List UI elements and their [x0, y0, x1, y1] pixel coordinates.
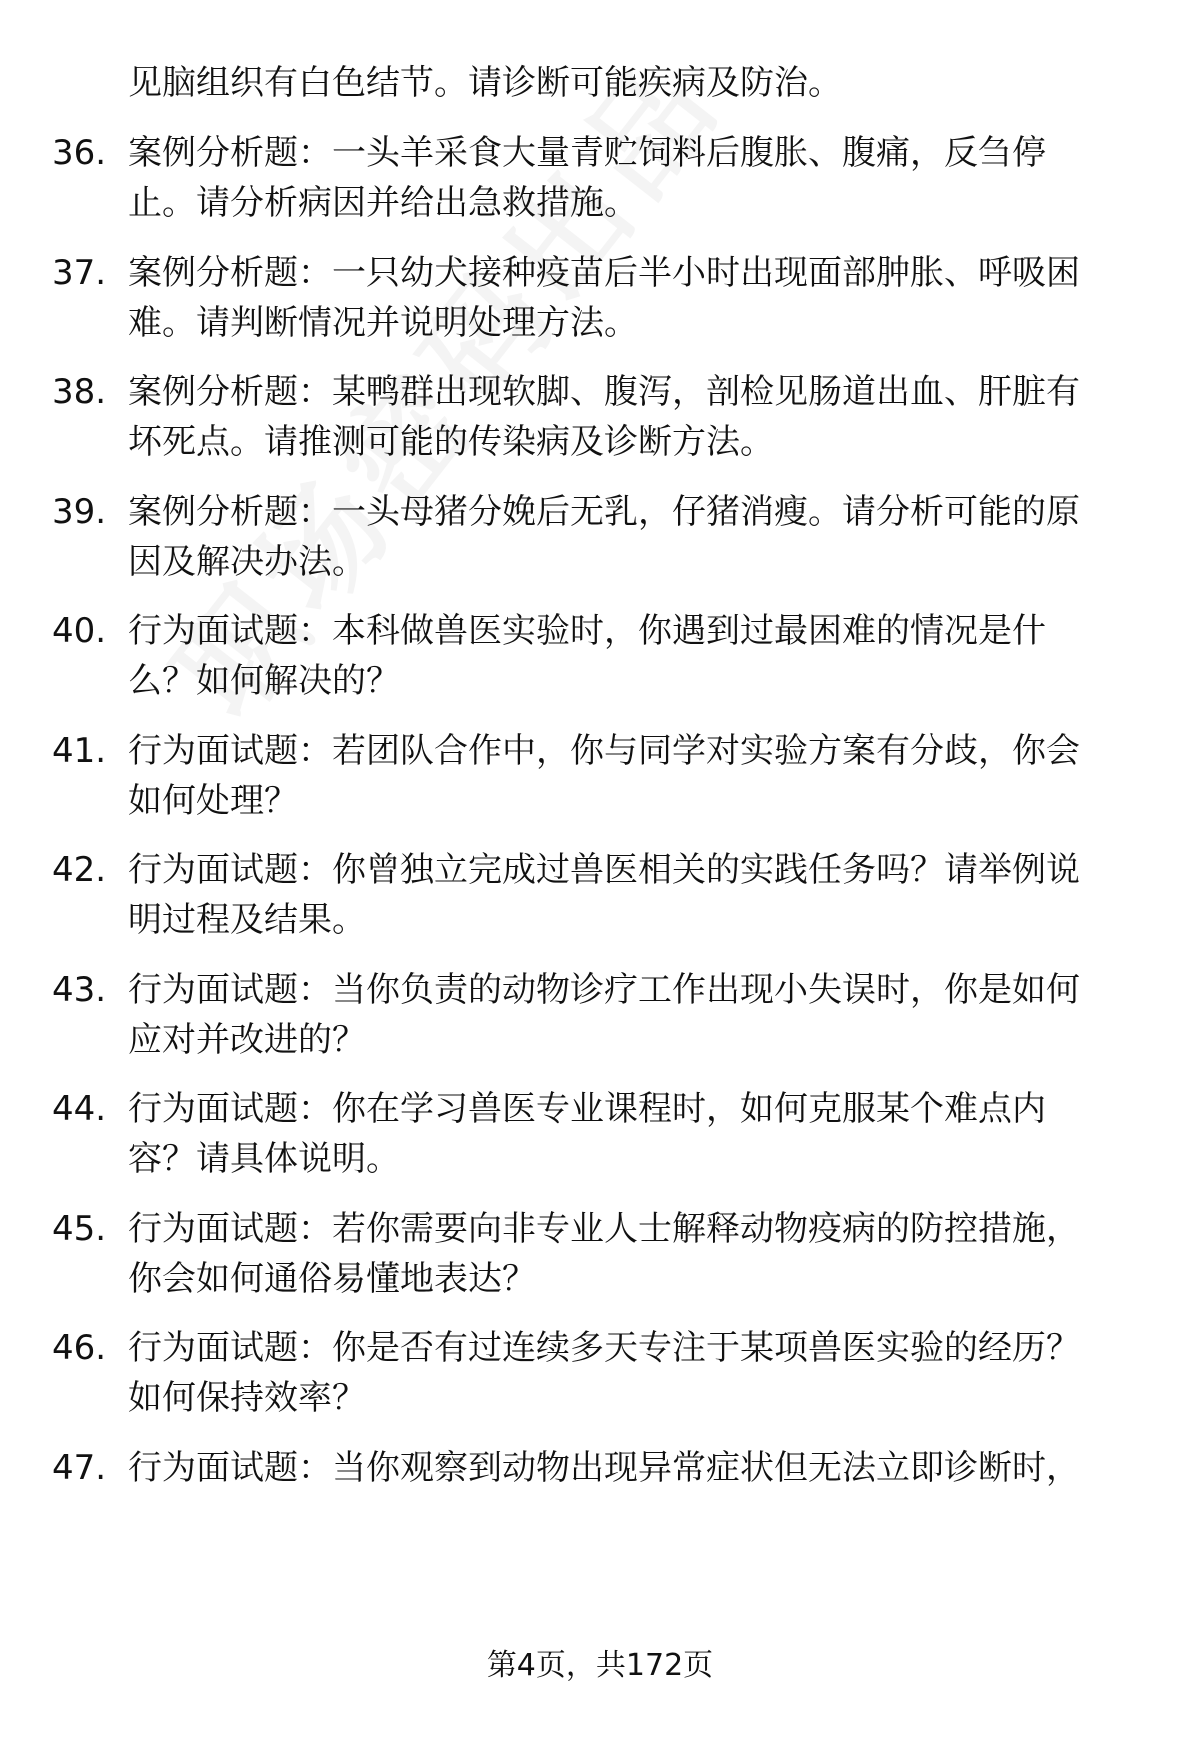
question-text-line: 行为面试题：本科做兽医实验时，你遇到过最困难的情况是什 [128, 611, 1046, 651]
question-number: 45. [52, 1209, 107, 1249]
question-text-line: 行为面试题：当你观察到动物出现异常症状但无法立即诊断时， [128, 1448, 1080, 1488]
question-text-line: 么？如何解决的？ [128, 661, 400, 701]
question-number: 44. [52, 1089, 107, 1129]
question-text-line: 坏死点。请推测可能的传染病及诊断方法。 [128, 422, 774, 462]
question-text-line: 行为面试题：当你负责的动物诊疗工作出现小失误时，你是如何 [128, 970, 1080, 1010]
question-number: 41. [52, 731, 107, 771]
question-text [128, 128, 1148, 228]
question-text [128, 1084, 1148, 1184]
question-text [128, 487, 1148, 587]
question-number: 37. [52, 253, 107, 293]
question-text [128, 965, 1148, 1065]
question-number: 46. [52, 1328, 107, 1368]
question-number: 38. [52, 372, 107, 412]
question-text [128, 845, 1148, 945]
question-continuation: 见脑组织有白色结节。请诊断可能疾病及防治。 [128, 63, 842, 103]
question-text-line: 案例分析题：一只幼犬接种疫苗后半小时出现面部肿胀、呼吸困 [128, 253, 1080, 293]
question-text-line: 如何保持效率？ [128, 1378, 366, 1418]
question-text-line: 明过程及结果。 [128, 900, 366, 940]
question-text [128, 248, 1148, 348]
question-text-line: 止。请分析病因并给出急救措施。 [128, 183, 638, 223]
page-footer: 第4页，共172页 [486, 1648, 714, 1683]
question-text-line: 你会如何通俗易懂地表达？ [128, 1259, 536, 1299]
question-text [128, 606, 1148, 706]
question-text-line: 行为面试题：你曾独立完成过兽医相关的实践任务吗？请举例说 [128, 850, 1080, 890]
question-text [128, 1204, 1148, 1304]
question-text-line: 案例分析题：一头羊采食大量青贮饲料后腹胀、腹痛，反刍停 [128, 133, 1046, 173]
question-text-line: 因及解决办法。 [128, 542, 366, 582]
question-text-line: 容？请具体说明。 [128, 1139, 400, 1179]
question-text-line: 应对并改进的？ [128, 1020, 366, 1060]
question-text-line: 如何处理？ [128, 781, 298, 821]
question-number: 39. [52, 492, 107, 532]
question-number: 36. [52, 133, 107, 173]
question-number: 43. [52, 970, 107, 1010]
question-text [128, 726, 1148, 826]
question-text-line: 案例分析题：一头母猪分娩后无乳，仔猪消瘦。请分析可能的原 [128, 492, 1080, 532]
question-text [128, 1323, 1148, 1423]
question-text [128, 367, 1148, 467]
question-text-line: 行为面试题：你在学习兽医专业课程时，如何克服某个难点内 [128, 1089, 1046, 1129]
question-text-line: 难。请判断情况并说明处理方法。 [128, 303, 638, 343]
question-text-line: 行为面试题：若你需要向非专业人士解释动物疫病的防控措施， [128, 1209, 1080, 1249]
question-number: 40. [52, 611, 107, 651]
question-text-line: 案例分析题：某鸭群出现软脚、腹泻，剖检见肠道出血、肝脏有 [128, 372, 1080, 412]
question-number: 42. [52, 850, 107, 890]
question-text-line: 行为面试题：若团队合作中，你与同学对实验方案有分歧，你会 [128, 731, 1080, 771]
question-text [128, 1443, 1148, 1493]
question-number: 47. [52, 1448, 107, 1488]
question-text-line: 行为面试题：你是否有过连续多天专注于某项兽医实验的经历？ [128, 1328, 1080, 1368]
